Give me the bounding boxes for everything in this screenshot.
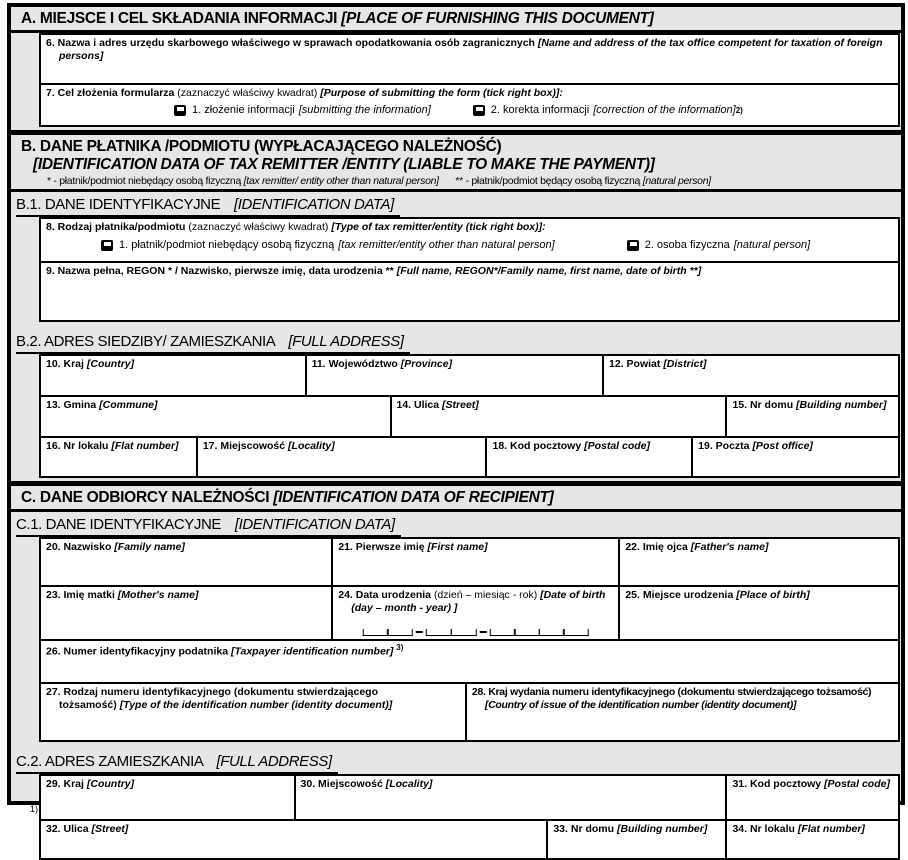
- footnote-ref-2: 2): [735, 105, 743, 115]
- field-30-input[interactable]: 30. Miejscowość [Locality]: [296, 776, 728, 819]
- field-6-label: 6. Nazwa i adres urzędu skarbowego właściwego w sprawach opodatkowania osób zagranicznych [Name and address of the tax office competent for taxation of foreign persons]: [46, 37, 883, 63]
- section-b1-header: [11, 192, 901, 217]
- section-c2-title-pl: C.2. ADRES ZAMIESZKANIA: [16, 753, 203, 771]
- footnote-mark: 1): [30, 804, 39, 814]
- field-26-input[interactable]: 26. Numer identyfikacyjny podatnika [Taxpayer identification number] $^{3)}$: [46, 643, 404, 658]
- field-7-area: [41, 85, 898, 125]
- checkbox-natural-person[interactable]: [627, 240, 639, 251]
- field-32-input[interactable]: 32. Ulica [Street]: [41, 821, 548, 858]
- section-b-title-pl: B. DANE PŁATNIKA /PODMIOTU (WYPŁACAJĄCEGO NALEŻNOŚĆ): [21, 138, 502, 156]
- date-separator: [416, 631, 423, 633]
- field-9-label: 9. Nazwa pełna, REGON * / Nazwisko, pierwsze imię, data urodzenia ** [Full name, REGON*/Family name, first name, date of birth **]: [46, 265, 702, 278]
- section-b-footnote: * - płatnik/podmiot niebędący osobą fizyczną [tax remitter/ entity other than natural person] ** - płatnik/podmiot będący osobą fizyczną [natural person]: [47, 175, 711, 188]
- field-18-input[interactable]: 18. Kod pocztowy [Postal code]: [487, 438, 693, 476]
- address-row-3: [39, 438, 900, 478]
- field-12-input[interactable]: 12. Powiat [District]: [609, 358, 707, 371]
- field-7-label: 7. Cel złożenia formularza (zaznaczyć właściwy kwadrat) [Purpose of submitting the form (tick right box)]:: [46, 87, 563, 99]
- remitter-type-option-1: 1. płatnik/podmiot niebędący osobą fizyczną [tax remitter/entity other than natural person]: [101, 239, 555, 251]
- section-b2-header: [11, 329, 901, 354]
- field-34-input[interactable]: 34. Nr lokalu [Flat number]: [732, 823, 865, 836]
- section-c-title-pl: C. DANE ODBIORCY NALEŻNOŚCI: [21, 489, 270, 507]
- purpose-options: [46, 100, 894, 123]
- field-27-input[interactable]: 27. Rodzaj numeru identyfikacyjnego (dokumentu stwierdzającego tożsamość) [Type of the identification number (identity document)]: [41, 684, 467, 740]
- section-c2-header: [11, 749, 901, 774]
- field-9-row: [39, 263, 900, 322]
- checkbox-submitting-information[interactable]: [174, 105, 186, 116]
- field-6-input[interactable]: [41, 35, 898, 83]
- section-b1-title-pl: B.1. DANE IDENTYFIKACYJNE: [16, 196, 221, 214]
- field-11-input[interactable]: 11. Województwo [Province]: [307, 356, 604, 395]
- section-c-header: [11, 486, 901, 512]
- tax-form: [7, 3, 905, 836]
- recipient-row-2: [39, 587, 900, 641]
- field-8-label: 8. Rodzaj płatnika/podmiotu (zaznaczyć właściwy kwadrat) [Type of tax remitter/entity (tick right box)]:: [46, 221, 546, 234]
- section-a-header: [11, 7, 901, 33]
- date-separator: [480, 631, 487, 633]
- section-b-title-en: [IDENTIFICATION DATA OF TAX REMITTER /ENTITY (LIABLE TO MAKE THE PAYMENT)]: [33, 156, 655, 174]
- field-19-input[interactable]: 19. Poczta [Post office]: [698, 440, 813, 453]
- section-b1-title-en: [IDENTIFICATION DATA]: [234, 196, 394, 214]
- section-b2-title-pl: B.2. ADRES SIEDZIBY/ ZAMIESZKANIA: [16, 333, 275, 351]
- section-b-header: [11, 135, 901, 192]
- field-20-input[interactable]: 20. Nazwisko [Family name]: [41, 539, 333, 585]
- section-a-title-pl: A. MIEJSCE I CEL SKŁADANIA INFORMACJI: [21, 10, 338, 27]
- recipient-row-1: [39, 537, 900, 587]
- field-23-input[interactable]: 23. Imię matki [Mother's name]: [41, 587, 333, 639]
- section-c-title-en: [IDENTIFICATION DATA OF RECIPIENT]: [273, 489, 554, 507]
- field-24-input[interactable]: 24. Data urodzenia (dzień – miesiąc - rok) [Date of birth (day – month - year) ]: [333, 587, 620, 639]
- field-22-input[interactable]: 22. Imię ojca [Father's name]: [625, 541, 769, 554]
- field-25-input[interactable]: 25. Miejsce urodzenia [Place of birth]: [625, 589, 810, 602]
- section-a-title-en: [PLACE OF FURNISHING THIS DOCUMENT]: [341, 10, 654, 27]
- field-17-input[interactable]: 17. Miejscowość [Locality]: [198, 438, 488, 476]
- field-13-input[interactable]: 13. Gmina [Commune]: [41, 397, 392, 436]
- remitter-type-option-2: 2. osoba fizyczna [natural person]: [627, 239, 810, 251]
- recipient-row-3: [39, 641, 900, 684]
- address-row-2: [39, 397, 900, 438]
- footnote-ref-3: 3): [396, 643, 404, 653]
- field-14-input[interactable]: 14. Ulica [Street]: [392, 397, 728, 436]
- purpose-option-2: 2. korekta informacji [correction of the information] 2): [473, 104, 743, 116]
- section-separator: [11, 127, 901, 135]
- field-28-input[interactable]: 28. Kraj wydania numeru identyfikacyjnego (dokumentu stwierdzającego tożsamość) [Country of issue of the identification number (identity document)]: [471, 686, 872, 712]
- section-b2-title-en: [FULL ADDRESS]: [288, 333, 404, 351]
- remitter-type-options: [46, 234, 894, 259]
- field-15-input[interactable]: 15. Nr domu [Building number]: [732, 399, 887, 412]
- spacer: [11, 742, 901, 749]
- spacer: [11, 322, 901, 329]
- field-10-input[interactable]: 10. Kraj [Country]: [41, 356, 307, 395]
- section-c1-title-en: [IDENTIFICATION DATA]: [234, 516, 395, 534]
- address-row-1: [39, 354, 900, 397]
- recipient-row-4: [39, 684, 900, 742]
- section-separator: [11, 478, 901, 486]
- checkbox-correction-information[interactable]: [473, 105, 485, 116]
- field-21-input[interactable]: 21. Pierwsze imię [First name]: [333, 539, 620, 585]
- purpose-option-1: 1. złożenie informacji [submitting the information]: [174, 104, 431, 116]
- date-of-birth-input[interactable]: [363, 629, 590, 636]
- field-8-area: [41, 219, 898, 261]
- section-c1-title-pl: C.1. DANE IDENTYFIKACYJNE: [16, 516, 222, 534]
- field-7-row: [39, 85, 900, 127]
- section-c1-header: [11, 512, 901, 537]
- field-31-input[interactable]: 31. Kod pocztowy [Postal code]: [732, 778, 890, 791]
- field-16-input[interactable]: 16. Nr lokalu [Flat number]: [41, 438, 198, 476]
- field-29-input[interactable]: 29. Kraj [Country]: [41, 776, 296, 819]
- field-8-row: [39, 217, 900, 263]
- recipient-address-row-2: [39, 821, 900, 860]
- checkbox-entity-other-than-natural-person[interactable]: [101, 240, 113, 251]
- field-6-row: [39, 33, 900, 85]
- recipient-address-row-1: [39, 774, 900, 821]
- field-33-input[interactable]: 33. Nr domu [Building number]: [548, 821, 727, 858]
- field-9-input[interactable]: [41, 263, 898, 320]
- section-c2-title-en: [FULL ADDRESS]: [216, 753, 332, 771]
